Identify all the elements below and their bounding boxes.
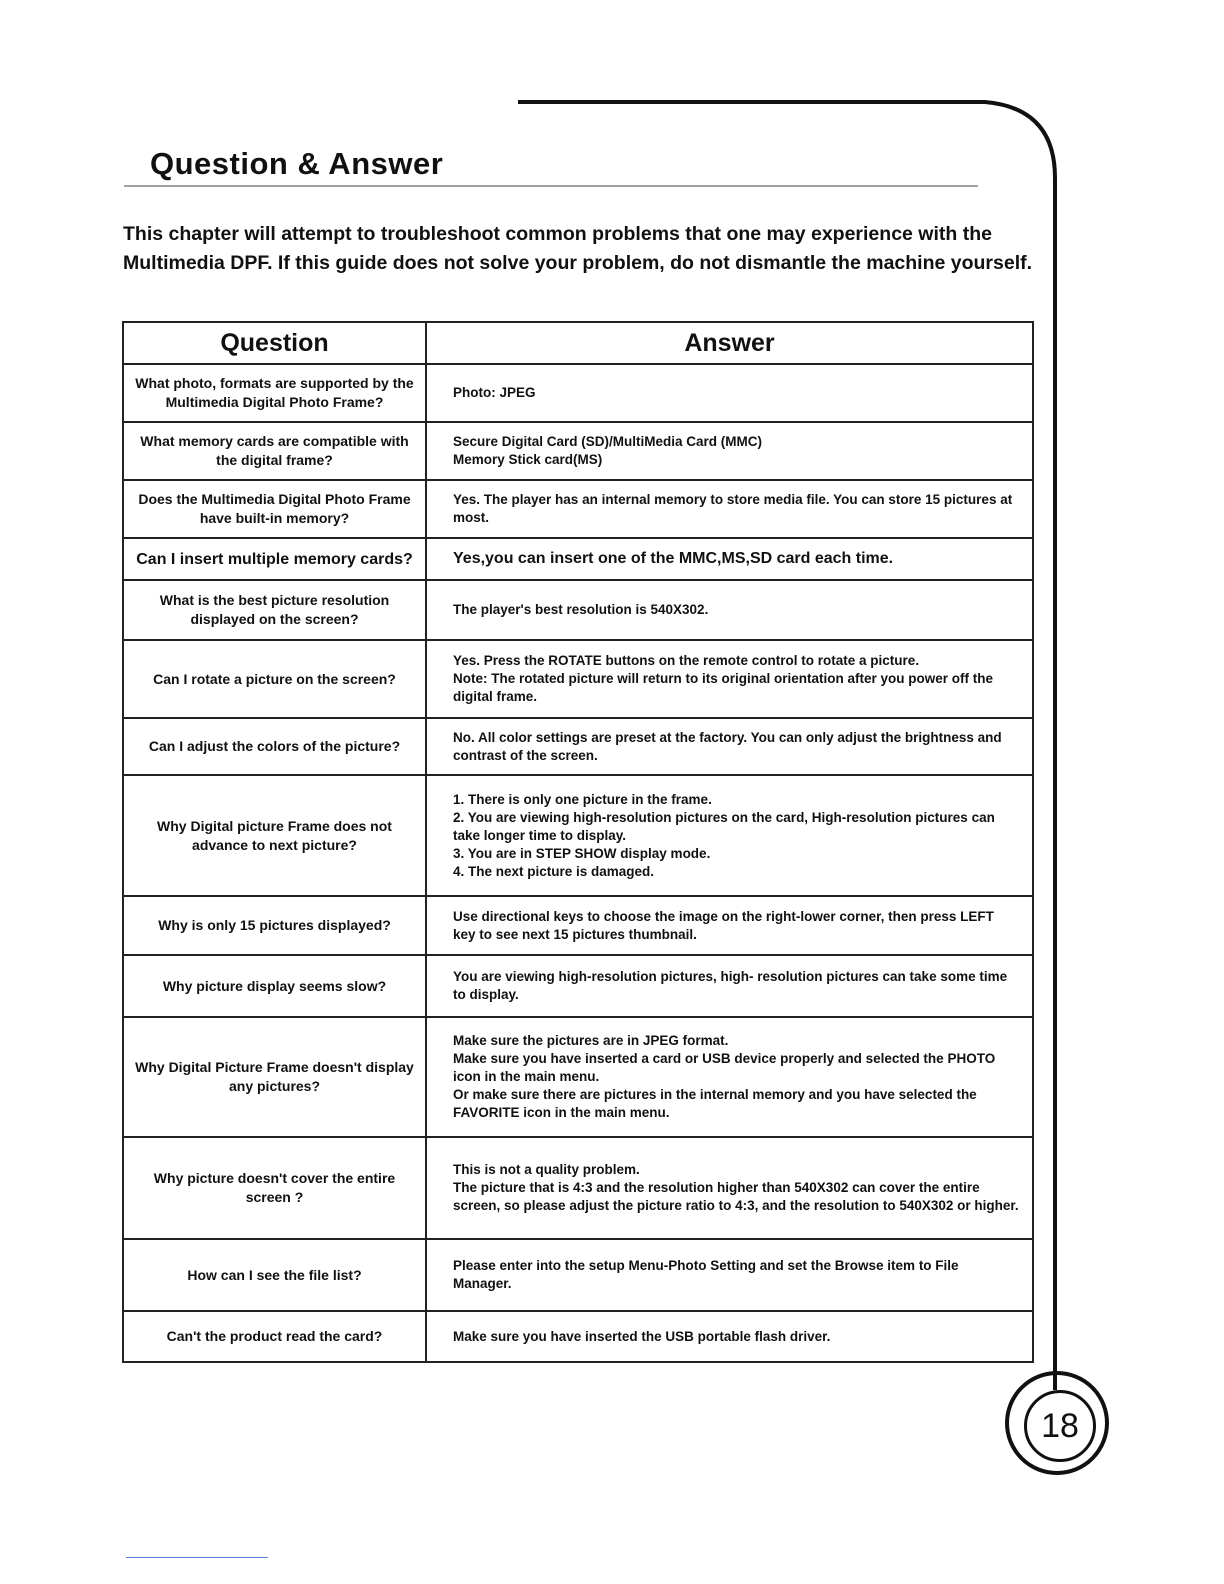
answer-line: Make sure you have inserted the USB portable flash driver. [453,1328,831,1344]
answer-line: The player's best resolution is 540X302. [453,602,709,617]
answer-line: 3. You are in STEP SHOW display mode. [453,845,711,861]
answer-line: 4. The next picture is damaged. [453,863,655,879]
answer-line: Secure Digital Card (SD)/MultiMedia Card (MMC) [453,434,763,449]
qa-row [123,1311,1033,1362]
answer-cell [426,1137,1033,1239]
question-cell: Why is only 15 pictures displayed? [123,896,426,955]
answer-cell [426,422,1033,480]
answer-line: This is not a quality problem. [453,1162,640,1177]
answer-cell [426,718,1033,775]
question-cell: Why picture doesn't cover the entire screen ? [123,1137,426,1239]
question-cell: Can I adjust the colors of the picture? [123,718,426,775]
answer-line: 1. There is only one picture in the frame. [453,791,712,807]
answer-line: The picture that is 4:3 and the resolution higher than 540X302 can cover the entire screen, so please adjust the picture ratio to 4:3, and the resolution to 540X302 or higher. [453,1180,1019,1213]
qa-row [123,896,1033,955]
answer-line: Yes. The player has an internal memory to store media file. You can store 15 pictures at most. [453,492,1013,525]
qa-table [122,321,1034,1363]
intro-paragraph: This chapter will attempt to troubleshoot common problems that one may experience with the Multimedia DPF. If this guide does not solve your problem, do not dismantle the machine yourself. [123,223,1033,274]
question-cell: Can I rotate a picture on the screen? [123,640,426,718]
answer-line: Note: The rotated picture will return to its original orientation after you power off the digital frame. [453,671,994,704]
answer-cell [426,1239,1033,1311]
answer-line: Memory Stick card(MS) [453,452,603,467]
question-cell: What photo, formats are supported by the Multimedia Digital Photo Frame? [123,364,426,422]
qa-row [123,538,1033,580]
answer-cell [426,1311,1033,1362]
question-cell: Why Digital picture Frame does not advance to next picture? [123,775,426,896]
answer-line: Use directional keys to choose the image on the right-lower corner, then press LEFT key to see next 15 pictures thumbnail. [453,908,994,942]
answer-cell [426,955,1033,1017]
bottom-rule [126,1557,268,1558]
answer-line: Make sure you have inserted a card or USB device properly and selected the PHOTO icon in the main menu. [453,1051,996,1084]
question-column-header: Question [123,322,426,364]
answer-cell [426,1017,1033,1137]
answer-line: Or make sure there are pictures in the internal memory and you have selected the FAVORITE icon in the main menu. [453,1087,977,1120]
qa-row [123,718,1033,775]
qa-row [123,480,1033,538]
answer-cell [426,364,1033,422]
answer-line: Make sure the pictures are in JPEG format. [453,1033,729,1048]
qa-row [123,775,1033,896]
qa-row [123,364,1033,422]
answer-cell [426,480,1033,538]
question-cell: How can I see the file list? [123,1239,426,1311]
qa-row [123,580,1033,640]
answer-line: Yes,you can insert one of the MMC,MS,SD card each time. [453,550,894,567]
answer-line: Yes. Press the ROTATE buttons on the remote control to rotate a picture. [453,653,920,668]
question-cell: Does the Multimedia Digital Photo Frame have built-in memory? [123,480,426,538]
answer-cell [426,640,1033,718]
question-cell: What memory cards are compatible with the digital frame? [123,422,426,480]
answer-cell [426,775,1033,896]
answer-column-header: Answer [426,322,1033,364]
page-title: Question & Answer [150,146,444,181]
question-cell: What is the best picture resolution displayed on the screen? [123,580,426,640]
answer-line: You are viewing high-resolution pictures, high- resolution pictures can take some time to display. [453,969,1008,1002]
answer-line: 2. You are viewing high-resolution pictures on the card, High-resolution pictures can take longer time to display. [453,809,995,843]
answer-line: Photo: JPEG [453,385,536,400]
question-cell: Can't the product read the card? [123,1311,426,1362]
qa-row [123,1239,1033,1311]
qa-row [123,1137,1033,1239]
answer-line: No. All color settings are preset at the factory. You can only adjust the brightness and contrast of the screen. [453,729,1002,763]
question-cell: Why Digital Picture Frame doesn't display any pictures? [123,1017,426,1137]
qa-row [123,955,1033,1017]
answer-line: Please enter into the setup Menu-Photo Setting and set the Browse item to File Manager. [453,1258,959,1291]
answer-cell [426,896,1033,955]
answer-cell [426,580,1033,640]
page-number: 18 [1024,1390,1096,1462]
qa-row [123,640,1033,718]
question-cell: Why picture display seems slow? [123,955,426,1017]
answer-cell [426,538,1033,580]
question-cell: Can I insert multiple memory cards? [123,538,426,580]
qa-table-body [123,364,1033,1362]
qa-row [123,422,1033,480]
qa-header-row [123,322,1033,364]
qa-row [123,1017,1033,1137]
